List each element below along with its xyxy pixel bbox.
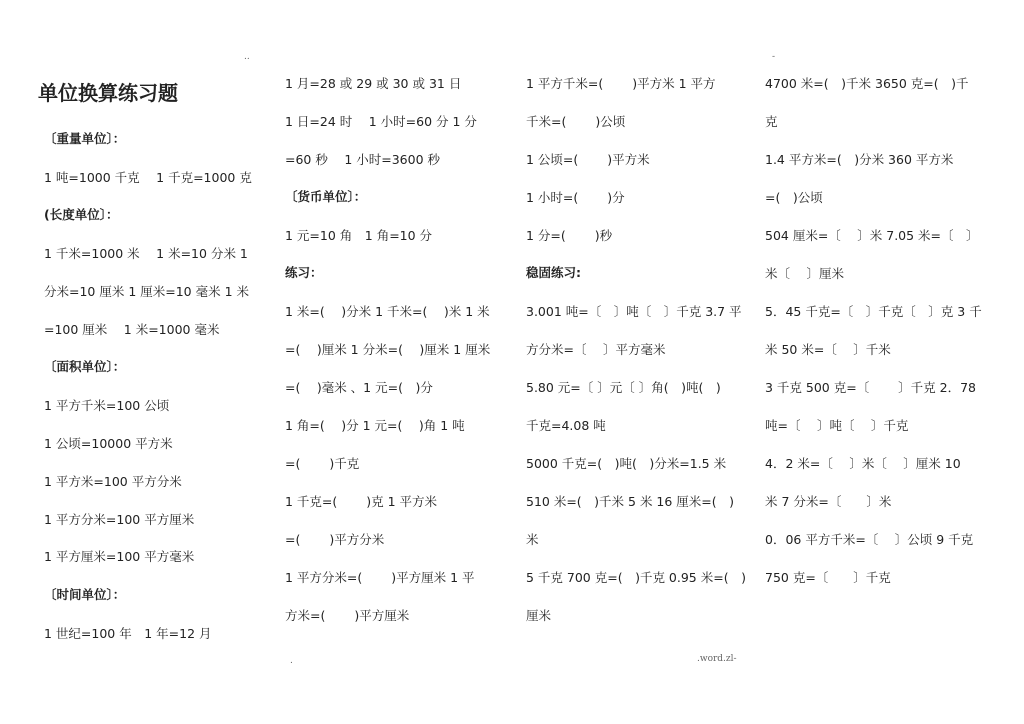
exercise-line: 1 平方分米=( )平方厘米 1 平 [285, 570, 475, 585]
exercise-line: 0．06 平方千米=〔 〕公顷 9 千克 [765, 532, 974, 547]
heading-currency-units: 〔货币单位〕： [285, 189, 367, 204]
exercise-line: 厘米 [526, 608, 552, 623]
text-line: 1 平方厘米=100 平方毫米 [44, 549, 195, 564]
exercise-line: 米〔 〕厘米 [765, 266, 844, 281]
exercise-line: 米 7 分米=〔 〕米 [765, 494, 892, 509]
exercise-line: 1 平方千米=( )平方米 1 平方 [526, 76, 716, 91]
exercise-line: 千米=( )公顷 [526, 114, 626, 129]
heading-length-units: (长度单位〕： [44, 207, 119, 222]
heading-weight-units: 〔重量单位〕： [44, 131, 126, 146]
heading-area-units: 〔面积单位〕： [44, 359, 126, 374]
scan-mark-bottom-left: . [290, 656, 293, 666]
exercise-line: 504 厘米=〔 〕米 7.05 米=〔 〕 [765, 228, 979, 243]
exercise-line: 1 米=( )分米 1 千米=( )米 1 米 [285, 304, 490, 319]
exercise-line: 5.80 元=〔 〕元〔 〕角( )吨( ) [526, 380, 721, 395]
text-line: 1 公顷=10000 平方米 [44, 436, 173, 451]
text-line: =100 厘米 1 米=1000 毫米 [44, 322, 220, 337]
footer-watermark: .word.zl- [697, 654, 737, 664]
exercise-line: 克 [765, 114, 778, 129]
exercise-line: 1 角=( )分 1 元=( )角 1 吨 [285, 418, 465, 433]
text-line: 1 日=24 时 1 小时=60 分 1 分 [285, 114, 477, 129]
worksheet-title: 单位换算练习题 [38, 81, 178, 105]
exercise-line: 3 千克 500 克=〔 〕千克 2．78 [765, 380, 977, 395]
heading-consolidation-practice: 稳固练习: [526, 265, 581, 280]
text-line: 1 平方千米=100 公顷 [44, 398, 170, 413]
text-line: =60 秒 1 小时=3600 秒 [285, 152, 441, 167]
scan-mark-top-right: - [772, 52, 776, 62]
exercise-line: 5000 千克=( )吨( )分米=1.5 米 [526, 456, 727, 471]
exercise-line: =( )千克 [285, 456, 360, 471]
exercise-line: 4．2 米=〔 〕米〔 〕厘米 10 [765, 456, 961, 471]
exercise-line: =( )公顷 [765, 190, 823, 205]
exercise-line: 千克=4.08 吨 [526, 418, 606, 433]
exercise-line: 510 米=( )千米 5 米 16 厘米=( ) [526, 494, 735, 509]
exercise-line: 吨=〔 〕吨〔 〕千克 [765, 418, 909, 433]
text-line: 1 月=28 或 29 或 30 或 31 日 [285, 76, 462, 91]
exercise-line: 1 公顷=( )平方米 [526, 152, 650, 167]
exercise-line: 5 千克 700 克=( )千克 0.95 米=( ) [526, 570, 746, 585]
scan-mark-top-left: .. [244, 52, 250, 62]
text-line: 分米=10 厘米 1 厘米=10 毫米 1 米 [44, 284, 250, 299]
text-line: 1 世纪=100 年 1 年=12 月 [44, 626, 212, 641]
heading-practice: 练习： [285, 265, 323, 280]
exercise-line: 方分米=〔 〕平方毫米 [526, 342, 666, 357]
exercise-line: 方米=( )平方厘米 [285, 608, 410, 623]
text-line: 1 平方米=100 平方分米 [44, 474, 182, 489]
text-line: 1 平方分米=100 平方厘米 [44, 512, 195, 527]
text-line: 1 元=10 角 1 角=10 分 [285, 228, 433, 243]
exercise-line: =( )平方分米 [285, 532, 385, 547]
exercise-line: 750 克=〔 〕千克 [765, 570, 891, 585]
exercise-line: 3.001 吨=〔 〕吨〔 〕千克 3.7 平 [526, 304, 742, 319]
exercise-line: =( )厘米 1 分米=( )厘米 1 厘米 [285, 342, 491, 357]
exercise-line: 1.4 平方米=( )分米 360 平方米 [765, 152, 954, 167]
exercise-line: 1 小时=( )分 [526, 190, 625, 205]
exercise-line: 米 50 米=〔 〕千米 [765, 342, 891, 357]
text-line: 1 千米=1000 米 1 米=10 分米 1 [44, 246, 248, 261]
exercise-line: 1 千克=( )克 1 平方米 [285, 494, 438, 509]
exercise-line: 米 [526, 532, 539, 547]
exercise-line: 5．45 千克=〔 〕千克〔 〕克 3 千 [765, 304, 982, 319]
exercise-line: =( )毫米 、1 元=( )分 [285, 380, 433, 395]
heading-time-units: 〔时间单位〕： [44, 587, 126, 602]
text-line: 1 吨=1000 千克 1 千克=1000 克 [44, 170, 252, 185]
exercise-line: 1 分=( )秒 [526, 228, 613, 243]
exercise-line: 4700 米=( )千米 3650 克=( )千 [765, 76, 969, 91]
